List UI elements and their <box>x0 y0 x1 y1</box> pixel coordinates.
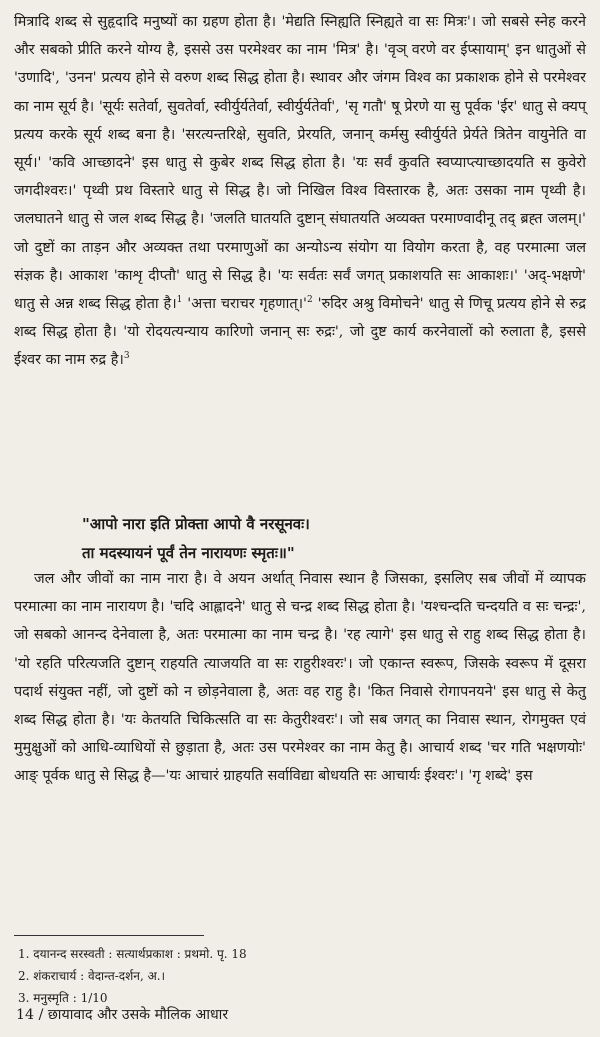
paragraph-text: 'अत्ता चराचर गृहणात्।' <box>182 296 307 313</box>
verse-line-1: "आपो नारा इति प्रोक्ता आपो वै नरसूनवः। <box>82 515 310 533</box>
footnote-ref-2: 2 <box>306 295 313 306</box>
footnote-ref-3: 3 <box>123 351 130 362</box>
footnote-1: 1. दयानन्द सरस्वती : सत्यार्थप्रकाश : प्रथमो. पृ. 18 <box>18 947 247 961</box>
paragraph-text: 'रुदिर अश्रु विमोचने' धातु से णिचू प्रत्यय होने से रुद्र शब्द सिद्ध होता है। 'यो रोदयत्यन्याय कारिणो जनान् सः रुद्रः', जो दुष्ट कार्य करनेवालों को रुलाता है, इससे ईश्वर का नाम रुद्र है। <box>14 296 586 369</box>
footnotes <box>18 943 578 1009</box>
footnote-divider <box>14 935 204 936</box>
body-paragraph-2: जल और जीवों का नाम नारा है। वे अयन अर्थात् निवास स्थान है जिसका, इसलिए सब जीवों में व्यापक परमात्मा का नाम नारायण है। 'चदि आह्लादने' धातु से चन्द्र शब्द सिद्ध होता है। 'यश्चन्दति चन्दयति व सः चन्द्रः', जो सबको आनन्द देनेवाला है, अतः परमात्मा का नाम चन्द्र है। 'रह त्यागे' इस धातु से राहु शब्द सिद्ध होता है। 'यो रहति परित्यजति दुष्टान् राहयति त्याजयति वा सः राहुरीश्वरः'। जो एकान्त स्वरूप, जिसके स्वरूप में दूसरा पदार्थ संयुक्त नहीं, जो दुष्टों को न छोड़नेवाला है, अतः वह राहु है। 'कित निवासे रोगापनयने' इस धातु से केतु शब्द सिद्ध होता है। 'यः केतयति चिकित्सति वा सः केतुरीश्वरः'। जो सब जगत् का निवास स्थान, रोगमुक्त एवं मुमुक्षुओं को आधि-व्याधियों से छुड़ाता है, अतः उस परमेश्वर का नाम केतु है। आचार्य शब्द 'चर गति भक्षणयोः' आङ् पूर्वक धातु से सिद्ध है—'यः आचारं ग्राहयति सर्वाविद्या बोधयति सः आचार्यः ईश्वरः'। 'गृ शब्दे' इस <box>14 571 586 785</box>
verse-line-2: ता मदस्यायनं पूर्वं तेन नारायणः स्मृतः॥" <box>82 544 295 562</box>
paragraph-text: मित्रादि शब्द से सुहृदादि मनुष्यों का ग्रहण होता है। 'मेद्यति स्निह्यति स्निह्यते वा सः मित्रः'। जो सबसे स्नेह करने और सबको प्रीति करने योग्य है, इससे उस परमेश्वर का नाम 'मित्र' है। 'वृञ् वरणे वर ईप्सायाम्' इन धातुओं से 'उणादि', 'उनन' प्रत्यय होने से वरुण शब्द सिद्ध होता है। स्थावर और जंगम विश्व का प्रकाशक होने से परमेश्वर का नाम सूर्य है। 'सूर्यः सतेर्वा, सुवतेर्वा, स्वीर्युर्यतेर्वा, स्वीर्युर्यतेर्वा', 'सृ गतौ' षू प्रेरणे या सु पूर्वक 'ईर' धातु से क्यप् प्रत्यय करके सूर्य शब्द बना है। 'सरत्यन्तरिक्षे, सुवति, प्रेरयति, जनान् कर्मसु स्वीर्युर्यते प्रेर्यते त्रितेन वायुनेति वा सूर्य।' 'कवि आच्छादने' इस धातु से कुबेर शब्द सिद्ध होता है। 'यः सर्वं कुवति स्वप्याप्त्याच्छादयति स कुवेरो जगदीश्वरः।' पृथ्वी प्रथ विस्तारे धातु से सिद्ध है। जो निखिल विश्व विस्तारक है, अतः उसका नाम पृथ्वी है। जलघातने धातु से जल शब्द सिद्ध है। 'जलति घातयति दुष्टान् संघातयति अव्यक्त परमाण्वादीनू तद् ब्रह्त जलम्।' जो दुष्टों का ताड़न और अव्यक्त तथा परमाणुओं का अन्योऽन्य संयोग या वियोग करता है, वह परमात्मा जल संज्ञक है। आकाश 'काशृ दीप्तौ' धातु से सिद्ध है। 'यः सर्वतः सर्वं जगत् प्रकाशयति सः आकाशः।' 'अद्-भक्षणे' धातु से अन्न शब्द सिद्ध होता है। <box>14 14 586 313</box>
running-head: 14 / छायावाद और उसके मौलिक आधार <box>16 1007 229 1023</box>
verse-quote <box>82 510 562 568</box>
footnote-3: 3. मनुस्मृति : 1/10 <box>18 991 108 1005</box>
footnote-ref-1: 1 <box>176 295 183 306</box>
body-paragraph-1 <box>14 8 586 375</box>
footnote-2: 2. शंकराचार्य : वेदान्त-दर्शन, अ.। <box>18 969 166 983</box>
